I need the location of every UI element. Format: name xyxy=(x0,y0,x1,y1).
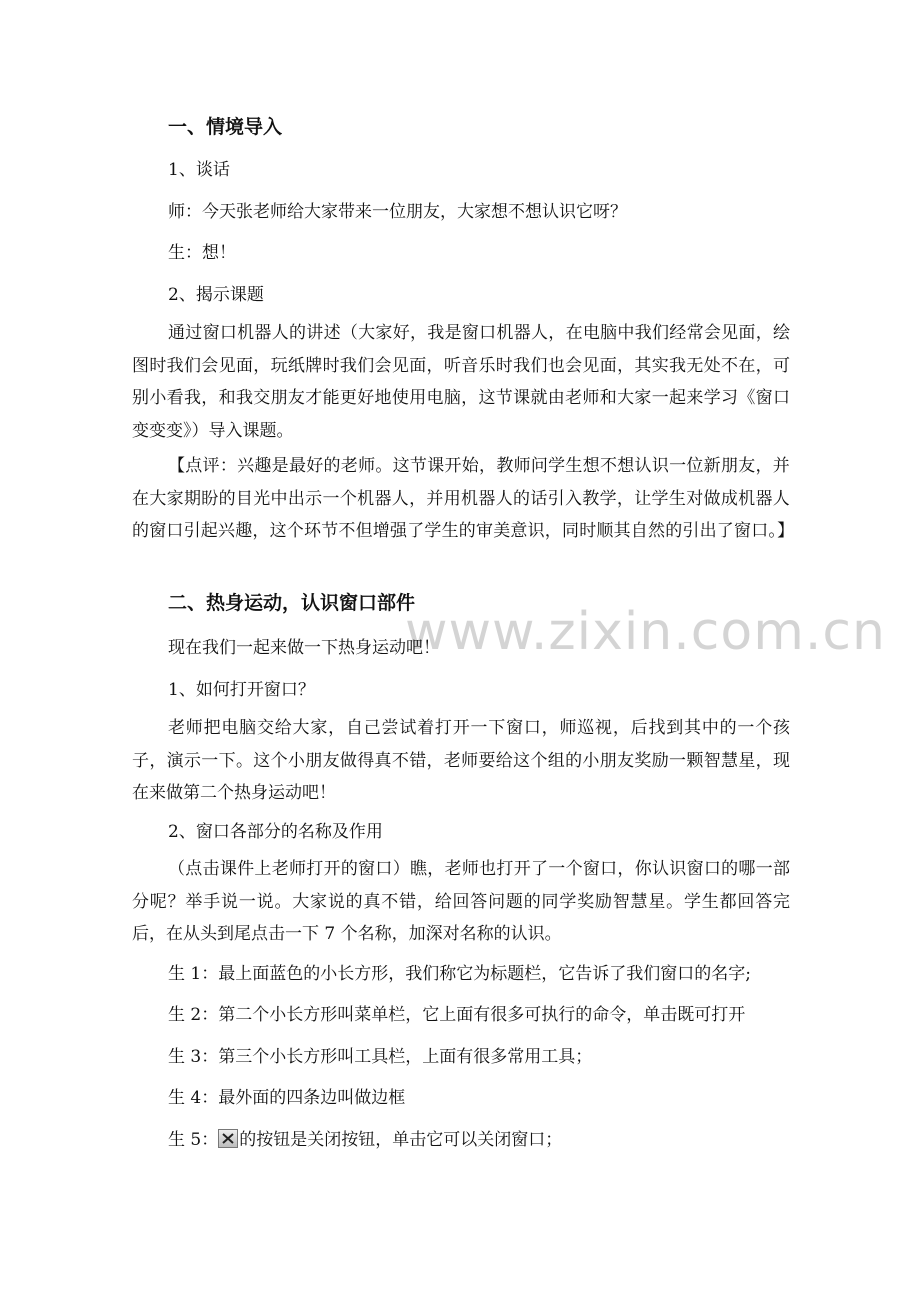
section2-item2: 2、窗口各部分的名称及作用 xyxy=(168,822,383,842)
student5-line xyxy=(168,1128,562,1152)
student5-prefix: 生 5： xyxy=(168,1130,219,1150)
section1-heading: 一、情境导入 xyxy=(168,116,283,138)
close-icon xyxy=(218,1129,238,1148)
comment-paragraph: 【点评：兴趣是最好的老师。这节课开始，教师问学生想不想认识一位新朋友，并在大家期盼的目光中出示一个机器人，并用机器人的话引入教学，让学生对做成机器人的窗口引起兴趣，这个环节不但增强了学生的审美意识，同时顺其自然的引出了窗口。】 xyxy=(132,456,795,541)
student2-line: 生 2：第二个小长方形叫菜单栏，它上面有很多可执行的命令，单击既可打开 xyxy=(168,1005,746,1025)
section2-item1: 1、如何打开窗口？ xyxy=(168,680,315,700)
paragraph-window-parts: （点击课件上老师打开的窗口）瞧，老师也打开了一个窗口，你认识窗口的哪一部分呢？举手说一说。大家说的真不错，给回答问题的同学奖励智慧星。学生都回答完后，在从头到尾点击一下 7 个名称，加深对名称的认识。 xyxy=(132,859,790,944)
student-line: 生：想！ xyxy=(168,243,236,263)
section2-intro: 现在我们一起来做一下热身运动吧！ xyxy=(168,638,440,658)
student4-line: 生 4：最外面的四条边叫做边框 xyxy=(168,1088,406,1108)
section2-heading: 二、热身运动，认识窗口部件 xyxy=(168,592,416,614)
paragraph-open-window: 老师把电脑交给大家，自己尝试着打开一下窗口，师巡视，后找到其中的一个孩子，演示一下。这个小朋友做得真不错，老师要给这个组的小朋友奖励一颗智慧星，现在来做第二个热身运动吧！ xyxy=(132,718,790,803)
teacher-line: 师：今天张老师给大家带来一位朋友，大家想不想认识它呀？ xyxy=(168,202,627,222)
student5-suffix: 的按钮是关闭按钮，单击它可以关闭窗口； xyxy=(239,1130,563,1150)
student3-line: 生 3：第三个小长方形叫工具栏，上面有很多常用工具； xyxy=(168,1047,593,1067)
section1-item1: 1、谈话 xyxy=(168,160,230,180)
watermark: www.zixin.com.cn xyxy=(405,602,886,662)
section1-item2: 2、揭示课题 xyxy=(168,285,264,305)
intro-paragraph: 通过窗口机器人的讲述（大家好，我是窗口机器人，在电脑中我们经常会见面，绘图时我们会见面，玩纸牌时我们会见面，听音乐时我们也会见面，其实我无处不在，可别小看我，和我交朋友才能更好地使用电脑，这节课就由老师和大家一起来学习《窗口变变变》）导入课题。 xyxy=(132,323,790,441)
student1-line: 生 1：最上面蓝色的小长方形，我们称它为标题栏，它告诉了我们窗口的名字; xyxy=(168,964,751,984)
